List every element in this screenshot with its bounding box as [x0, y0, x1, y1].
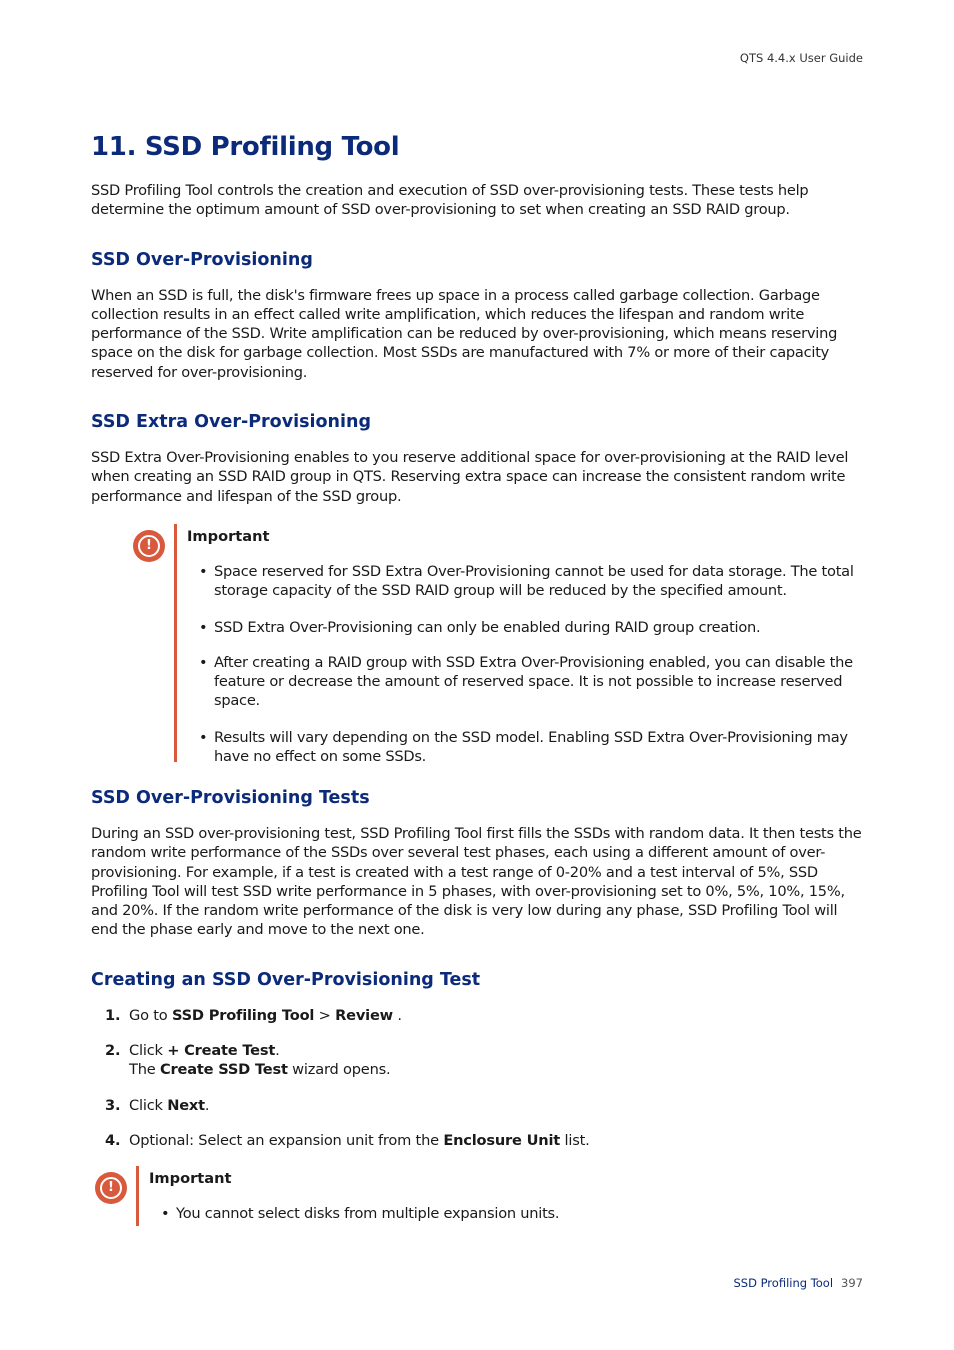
running-header: QTS 4.4.x User Guide [739, 51, 863, 65]
section-heading-tests: SSD Over-Provisioning Tests [91, 787, 370, 808]
footer-section: SSD Profiling Tool [733, 1276, 834, 1290]
list-item: • You cannot select disks from multiple expansion units. [161, 1205, 560, 1223]
page-footer [733, 1276, 863, 1290]
notice-list [149, 1204, 863, 1223]
page-content [91, 128, 863, 1226]
notice-title: Important [187, 527, 270, 545]
chapter-intro: SSD Profiling Tool controls the creation and execution of SSD over-provisioning tests. These tests help determine the optimum amount of SSD over-provisioning to set when creating an SSD RAID group. [91, 182, 809, 219]
notice-list [187, 562, 863, 766]
section-body-over-provisioning: When an SSD is full, the disk's firmware frees up space in a process called garbage collection. Garbage collection results in an effect called write amplification, which reduces the lifespan and random write performance of the SSD. Write amplification can be reduced by over-provisioning, which means reserving space on the disk for garbage collection. Most SSDs are manufactured with 7% or more of their capacity reserved for over-provisioning. [91, 286, 838, 381]
section-heading-extra-over-provisioning: SSD Extra Over-Provisioning [91, 412, 371, 433]
list-item: • SSD Extra Over-Provisioning can only be enabled during RAID group creation. [199, 618, 761, 636]
section-heading-creating: Creating an SSD Over-Provisioning Test [91, 969, 481, 990]
list-item: • Space reserved for SSD Extra Over-Provisioning cannot be used for data storage. The total storage capacity of the SSD RAID group will be reduced by the specified amount. [199, 562, 854, 600]
section-body-tests: During an SSD over-provisioning test, SSD Profiling Tool first fills the SSDs with random data. It then tests the random write performance of the SSDs over several test phases, each using a different amount of over-provisioning. For example, if a test is created with a test range of 0-20% and a test interval of 5%, SSD Profiling Tool will test SSD write performance in 5 phases, with over-provisioning set to 0%, 5%, 10%, 15%, and 20%. If the random write performance of the disk is very low during any phase, SSD Profiling Tool will end the phase early and move to the next one. [91, 824, 862, 939]
step-item: 4. Optional: Select an expansion unit from the Enclosure Unit list. [105, 1131, 590, 1149]
important-icon: ! [133, 530, 165, 562]
step-item: 1. Go to SSD Profiling Tool > Review . [105, 1006, 402, 1024]
important-notice [91, 524, 863, 766]
section-body-extra-over-provisioning: SSD Extra Over-Provisioning enables to you reserve additional space for over-provisioning at the RAID level when creating an SSD RAID group in QTS. Reserving extra space can increase the consistent random write performance and lifespan of the SSD group. [91, 449, 849, 505]
important-icon: ! [95, 1172, 127, 1204]
steps-list [91, 1006, 863, 1150]
list-item: • After creating a RAID group with SSD Extra Over-Provisioning enabled, you can disable the feature or decrease the amount of reserved space. It is not possible to increase reserved space. [199, 653, 853, 710]
page-number: 397 [841, 1276, 863, 1290]
chapter-title: 11. SSD Profiling Tool [91, 132, 400, 162]
list-item: • Results will vary depending on the SSD model. Enabling SSD Extra Over-Provisioning may have no effect on some SSDs. [199, 728, 848, 766]
section-heading-over-provisioning: SSD Over-Provisioning [91, 249, 313, 270]
notice-title: Important [149, 1170, 232, 1188]
important-notice [53, 1166, 863, 1226]
step-item: 2. Click + Create Test. The Create SSD Test wizard opens. [105, 1042, 391, 1079]
step-item: 3. Click Next. [105, 1096, 210, 1114]
